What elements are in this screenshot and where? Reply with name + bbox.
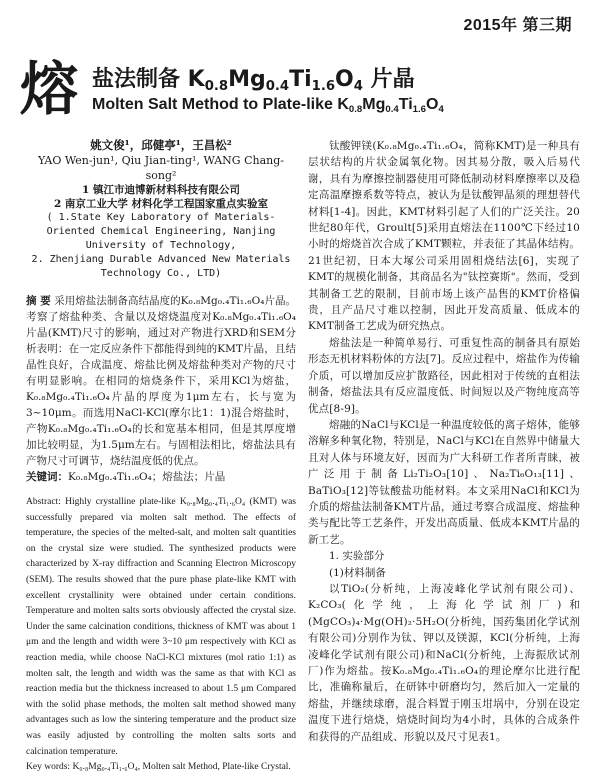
affiliation-en-2: 2. Zhenjiang Durable Advanced New Materials Technology Co., LTD): [31, 254, 291, 279]
body-paragraph: 熔盐法是一种简单易行、可重复性高的制备具有原始形态无机材料粉体的方法[7]。反应过程中，熔盐作为传输介质，可以增加反应扩散路径，因此相对于传统的直相法制备，熔盐法具有反应温度低、时间短以及产物纯度高等优点[8-9]。: [308, 336, 580, 415]
title-chinese: 盐法制备 $K_{0.8}Mg_{0.4}Ti_{1.6}O_4$ 片晶: [92, 67, 415, 94]
authors-english: YAO Wen-jun¹, Qiu Jian-ting¹, WANG Chang-song²: [38, 154, 284, 182]
title-english: Molten Salt Method to Plate-like $K_{0.8}Mg_{0.4}Ti_{1.6}O_4$: [92, 96, 444, 115]
abstract-chinese: [26, 293, 296, 469]
body-paragraph: 熔融的NaCl与KCl是一种温度较低的离子熔体，能够溶解多种氧化物，特别是，NaCl与KCl在自然界中储量大且对人体与环境友好，因而为广大科研工作者所青睐，被广泛用于制备Li₂Ti₂O₃[10]、Na₂Ti₆O₁₃[11]、BaTiO₃[12]等钛酸盐功能材料。本文采用NaCl和KCl为介质的熔盐法制备KMT片晶，通过考察合成温度、熔盐种类与配比等工艺条件，开发出高质量、低成本KMT片晶的新工艺。: [308, 418, 580, 546]
abstract-text: 采用熔盐法制备高结晶度的K₀.₈Mg₀.₄Ti₁.₆O₄片晶。考察了熔盐种类、含量以及熔烧温度对K₀.₈Mg₀.₄Ti₁.₆O₄片晶(KMT)尺寸的影响，通过对产物进行XRD和SEM分析表明：在一定反应条件下都能得到纯的KMT片晶，且结晶性良好，合成温度、熔盐比例及熔盐种类对产物的尺寸有明显影响。在相同的焙烧条件下，采用KCl为熔盐，K₀.₈Mg₀.₄Ti₁.₆O₄片晶的厚度为1μm左右，长与宽为3~10μm。而选用NaCl-KCl(摩尔比1：1)混合熔盐时，产物K₀.₈Mg₀.₄Ti₁.₆O₄的长和宽基本相同，但是其厚度增加比较明显，为1.5μm左右。与固相法相比，熔盐法具有产物尺寸可调节，烧结温度低的优点。: [26, 295, 297, 467]
keywords-english: Key words: K₀.₈Mg₀.₄Ti₁.₆O₄, Molten salt Method, Plate-like Crystal.: [26, 762, 291, 773]
left-column: [26, 138, 296, 776]
title-initial: 熔: [20, 55, 79, 123]
right-column: [308, 138, 580, 745]
journal-issue: 2015年 第三期: [463, 17, 572, 34]
affiliation-cn-2: 2 南京工业大学 材料化学工程国家重点实验室: [53, 198, 269, 210]
body-paragraph: 钛酸钾镁(K₀.₈Mg₀.₄Ti₁.₆O₄，简称KMT)是一种具有层状结构的片状金属氧化物。因其易分散，吸入后易代谢，具有为摩擦控制器使用可降低制动材料摩擦率以及稳定高温摩擦系数等特点，被认为是钛酸钾晶须的理想替代材料[1-4]。因此，KMT材料引起了人们的广泛关注。20世纪80年代，Groult[5]采用直熔法在1100℃下经过10小时的熔烧首次合成了KMT颗粒，并表征了其晶体结构。21世纪初，日本大塚公司采用固相烧结法[6]，实现了KMT的规模化制备，其商品名为"钛控赛斯"。然而，受到其制备工艺的限制，目前市场上该产品售的KMT价格偏贵，且产品尺寸难以控制，因此开发高质量、低成本的KMT制备工艺成为研究热点。: [308, 140, 580, 333]
keywords-label: 关键词：: [26, 471, 68, 483]
abstract-label: 摘 要: [26, 295, 51, 307]
keywords-chinese: [26, 469, 296, 485]
body-paragraph: 以TiO₂(分析纯，上海凌峰化学试剂有限公司)、K₂CO₃(化学纯，上海化学试剂厂)和(MgCO₃)₄·Mg(OH)₂·5H₂O(分析纯，国药集团化学试剂有限公司)分别作为钛、钾以及镁源，KCl(分析纯，上海凌峰化学试剂有限公司)和NaCl(分析纯，上海振欣试剂厂)作为熔盐。按K₀.₈Mg₀.₄Ti₁.₆O₄的理论摩尔比进行配比，准确称量后，在研钵中研磨均匀，然后加入一定量的熔盐，并继续球磨，混合料置于刚玉坩埚中，分别在设定温度下进行焙烧，焙烧时间均为4小时，具体的合成条件和获得的产品组成、形貌以及尺寸见表1。: [308, 582, 580, 743]
affiliation-cn-1: 1 镇江市迪博新材料科技有限公司: [82, 184, 240, 196]
subsection-heading: (1)材料制备: [329, 566, 386, 579]
affiliation-en-1: ( 1.State Key Laboratory of Materials-Oriented Chemical Engineering, Nanjing University of Technology,: [46, 212, 276, 251]
abstract-english: Abstract: Highly crystalline plate-like K₀.₈Mg₀.₄Ti₁.₆O₄ (KMT) was successfully prepared via molten salt method. The effects of temperature, the species of the melted-salt, and molten salt quantities on the crystal size were studied. The synthesized products were characterized by X-ray diffraction and Scanning Electron Microscopy (SEM). The results showed that the pure phase plate-like KMT with excellent crystallinity were obtained under certain conditions. Temperature and molten salts sorts obviously affected the crystal size. Under the same calcination conditions, thickness of KMT was about 1 μm and the length and width were 3~10 μm respectively with KCl as reaction media, while choose NaCl-KCl mixtures (mol ratio 1:1) as molten salt, the length and width was the same as that with KCl as reaction media but the thickness increased to about 1.5 μm Compared with the solid phase methods, the molten salt method showed many advantages such as low the sintering temperature and the product size was easily adjusted by controlling the molten salts sorts and calcination temperature.: [26, 497, 296, 757]
authors-chinese: 姚文俊¹，邱健亭¹，王昌松²: [90, 138, 232, 152]
section-heading: 1. 实验部分: [329, 550, 385, 563]
keywords-text: K₀.₈Mg₀.₄Ti₁.₆O₄；熔盐法；片晶: [68, 471, 226, 483]
